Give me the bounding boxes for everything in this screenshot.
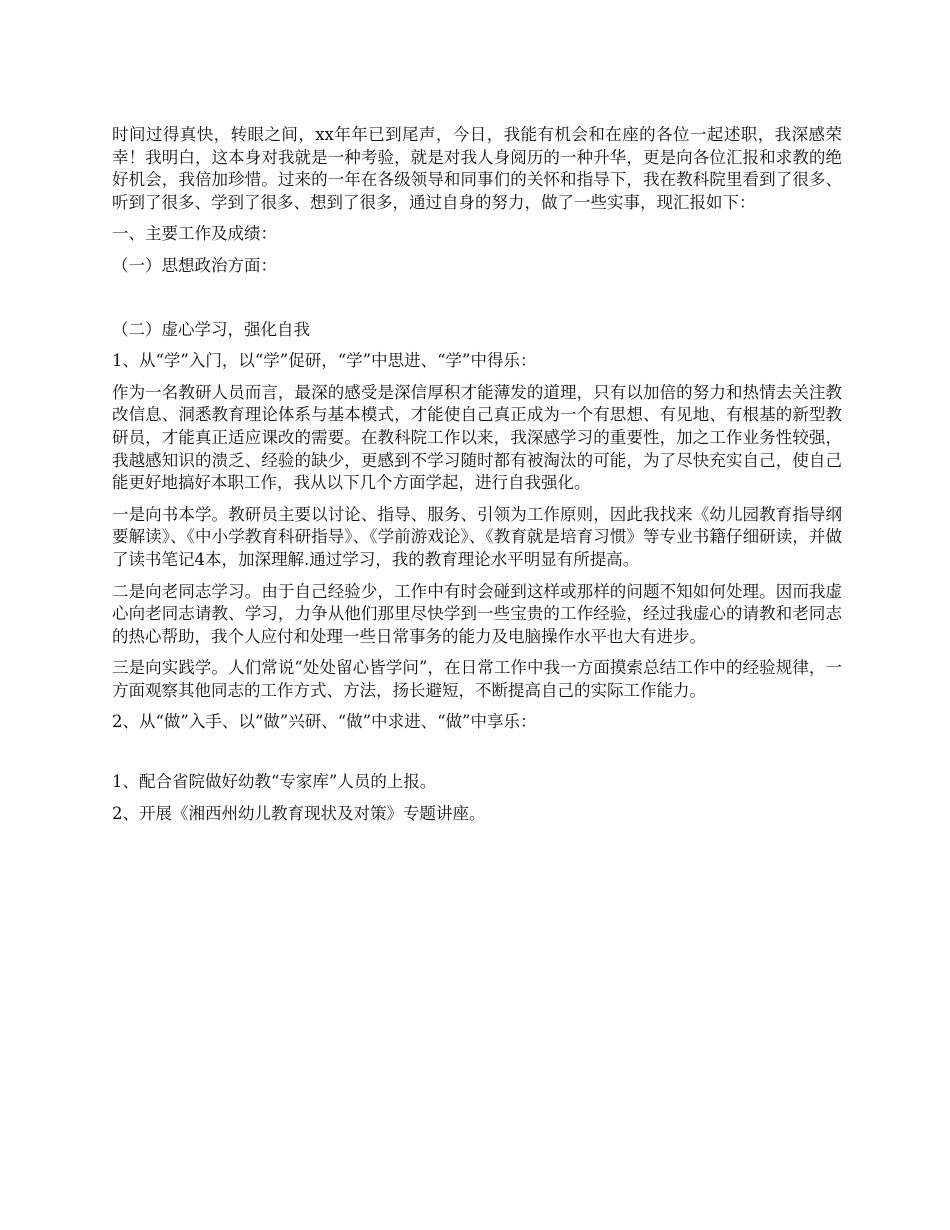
blank-spacer [112,743,842,771]
item-heading-learning: 1、从“学”入门，以“学”促研，“学”中思进、“学”中得乐： [112,351,537,371]
learning-point-practice: 三是向实践学。人们常说“处处留心皆学问”，在日常工作中我一方面摸索总结工作中的经验规律，一方面观察其他同志的工作方式、方法，扬长避短，不断提高自己的实际工作能力。 [112,658,842,700]
blank-spacer [112,287,842,319]
subsection-heading-study: （二）虚心学习，强化自我 [112,319,310,339]
intro-paragraph: 时间过得真快，转眼之间，xx年年已到尾声，今日，我能有机会和在座的各位一起述职，我深感荣幸！我明白，这本身对我就是一种考验，就是对我人身阅历的一种升华，更是向各位汇报和求教的绝好机会，我倍加珍惜。过来的一年在各级领导和同事们的关怀和指导下，我在教科院里看到了很多、听到了很多、学到了很多、想到了很多，通过自身的努力，做了一些实事，现汇报如下： [112,125,842,212]
item-heading-doing: 2、从“做”入手、以“做”兴研、“做”中求进、“做”中享乐： [112,712,537,732]
learning-point-colleagues: 二是向老同志学习。由于自己经验少，工作中有时会碰到这样或那样的问题不知如何处理。因而我虚心向老同志请教、学习，力争从他们那里尽快学到一些宝贵的工作经验，经过我虚心的请教和老同志的热心帮助，我个人应付和处理一些日常事务的能力及电脑操作水平也大有进步。 [112,581,842,646]
learning-point-books: 一是向书本学。教研员主要以讨论、指导、服务、引领为工作原则，因此我找来《幼儿园教育指导纲要解读》、《中小学教育科研指导》、《学前游戏论》、《教育就是培育习惯》等专业书籍仔细研读，并做了读书笔记4本，加深理解.通过学习，我的教育理论水平明显有所提高。 [112,504,842,569]
document-page [112,124,842,834]
learning-paragraph: 作为一名教研人员而言，最深的感受是深信厚积才能薄发的道理，只有以加倍的努力和热情去关注教改信息、洞悉教育理论体系与基本模式，才能使自己真正成为一个有思想、有见地、有根基的新型教研员，才能真正适应课改的需要。在教科院工作以来，我深感学习的重要性，加之工作业务性较强，我越感知识的溃乏、经验的缺少，更感到不学习随时都有被淘汰的可能，为了尽快充实自己，使自己能更好地搞好本职工作，我从以下几个方面学起，进行自我强化。 [112,382,842,493]
work-item-lecture: 2、开展《湘西州幼儿教育现状及对策》专题讲座。 [112,803,486,823]
work-item-expert-database: 1、配合省院做好幼教“专家库”人员的上报。 [112,772,437,792]
subsection-heading-political: （一）思想政治方面： [112,255,277,275]
section-heading-main-work: 一、主要工作及成绩： [112,224,277,244]
